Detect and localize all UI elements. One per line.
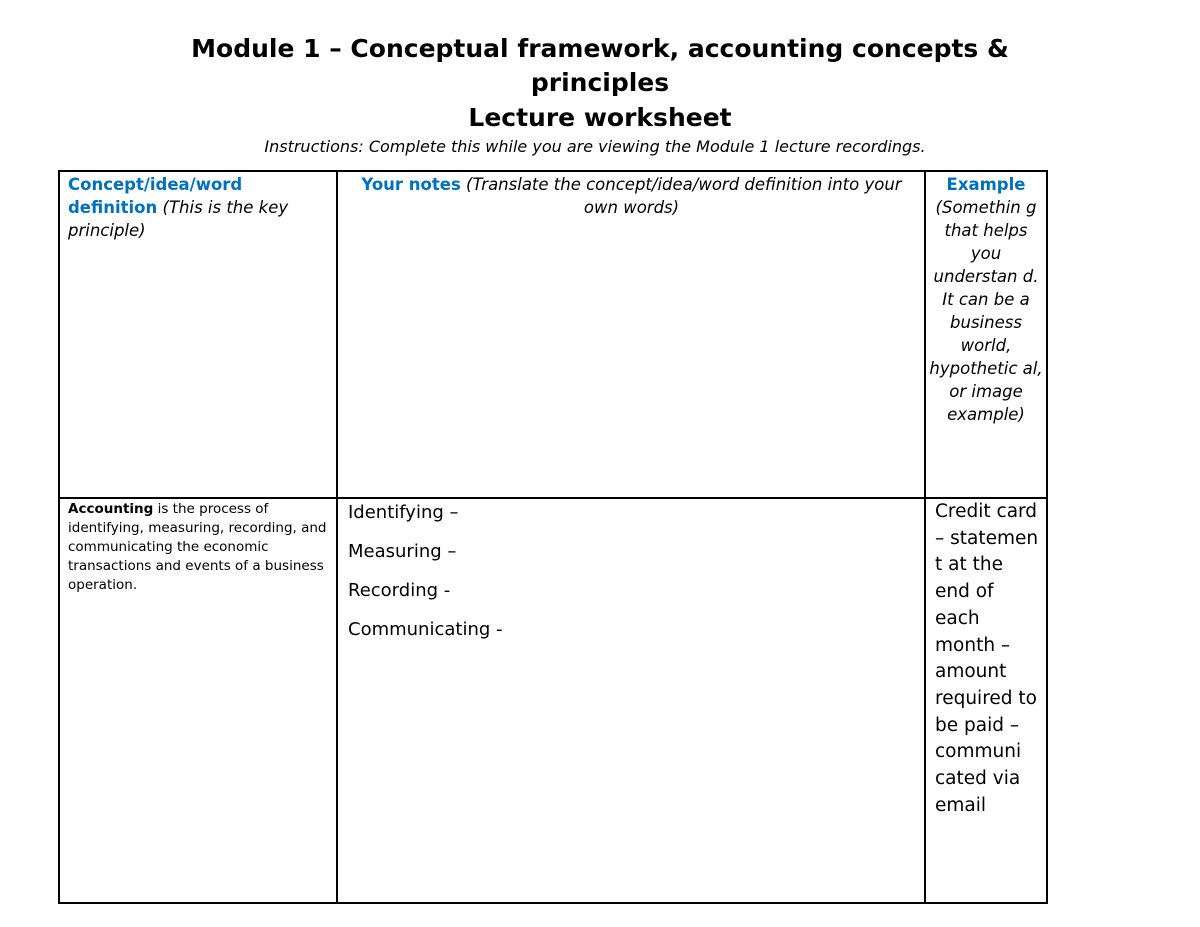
- header-example-cell: [925, 171, 1047, 498]
- table-row: [59, 498, 1047, 903]
- table-header-row: [59, 171, 1047, 498]
- notes-cell[interactable]: [337, 498, 925, 903]
- note-identifying[interactable]: Identifying –: [348, 502, 459, 523]
- note-communicating[interactable]: Communicating -: [348, 619, 503, 640]
- note-recording[interactable]: Recording -: [348, 580, 451, 601]
- header-example-note: (Somethin g that helps you understan d. It can be a business world, hypothetic al, or image example): [929, 198, 1043, 424]
- definition-body: is the process of identifying, measuring, recording, and communicating the economic transactions and events of a business operation.: [68, 501, 327, 593]
- header-concept-note: (This is the key principle): [68, 198, 289, 240]
- header-notes-note: (Translate the concept/idea/word definition into your own words): [466, 175, 902, 217]
- worksheet-table: [58, 170, 1048, 904]
- note-measuring[interactable]: Measuring –: [348, 541, 457, 562]
- document-title-line-1: Module 1 – Conceptual framework, accounting concepts &: [191, 34, 1009, 63]
- document-title-line-2: principles: [530, 68, 670, 97]
- header-concept-label: Concept/idea/word definition: [68, 175, 243, 217]
- instructions-text: Instructions: Complete this while you are viewing the Module 1 lecture recordings.: [264, 137, 926, 156]
- example-cell[interactable]: [925, 498, 1047, 903]
- example-text[interactable]: Credit card – statemen t at the end of each month – amount required to be paid – communi cated via email: [935, 501, 1039, 816]
- header-example-label: Example: [946, 175, 1026, 194]
- header-concept-cell: [59, 171, 337, 498]
- header-notes-cell: [337, 171, 925, 498]
- definition-cell: [59, 498, 337, 903]
- document-subtitle: Lecture worksheet: [468, 103, 732, 132]
- header-notes-label: Your notes: [361, 175, 461, 194]
- definition-term: Accounting: [68, 501, 154, 517]
- definition-text: [60, 499, 336, 595]
